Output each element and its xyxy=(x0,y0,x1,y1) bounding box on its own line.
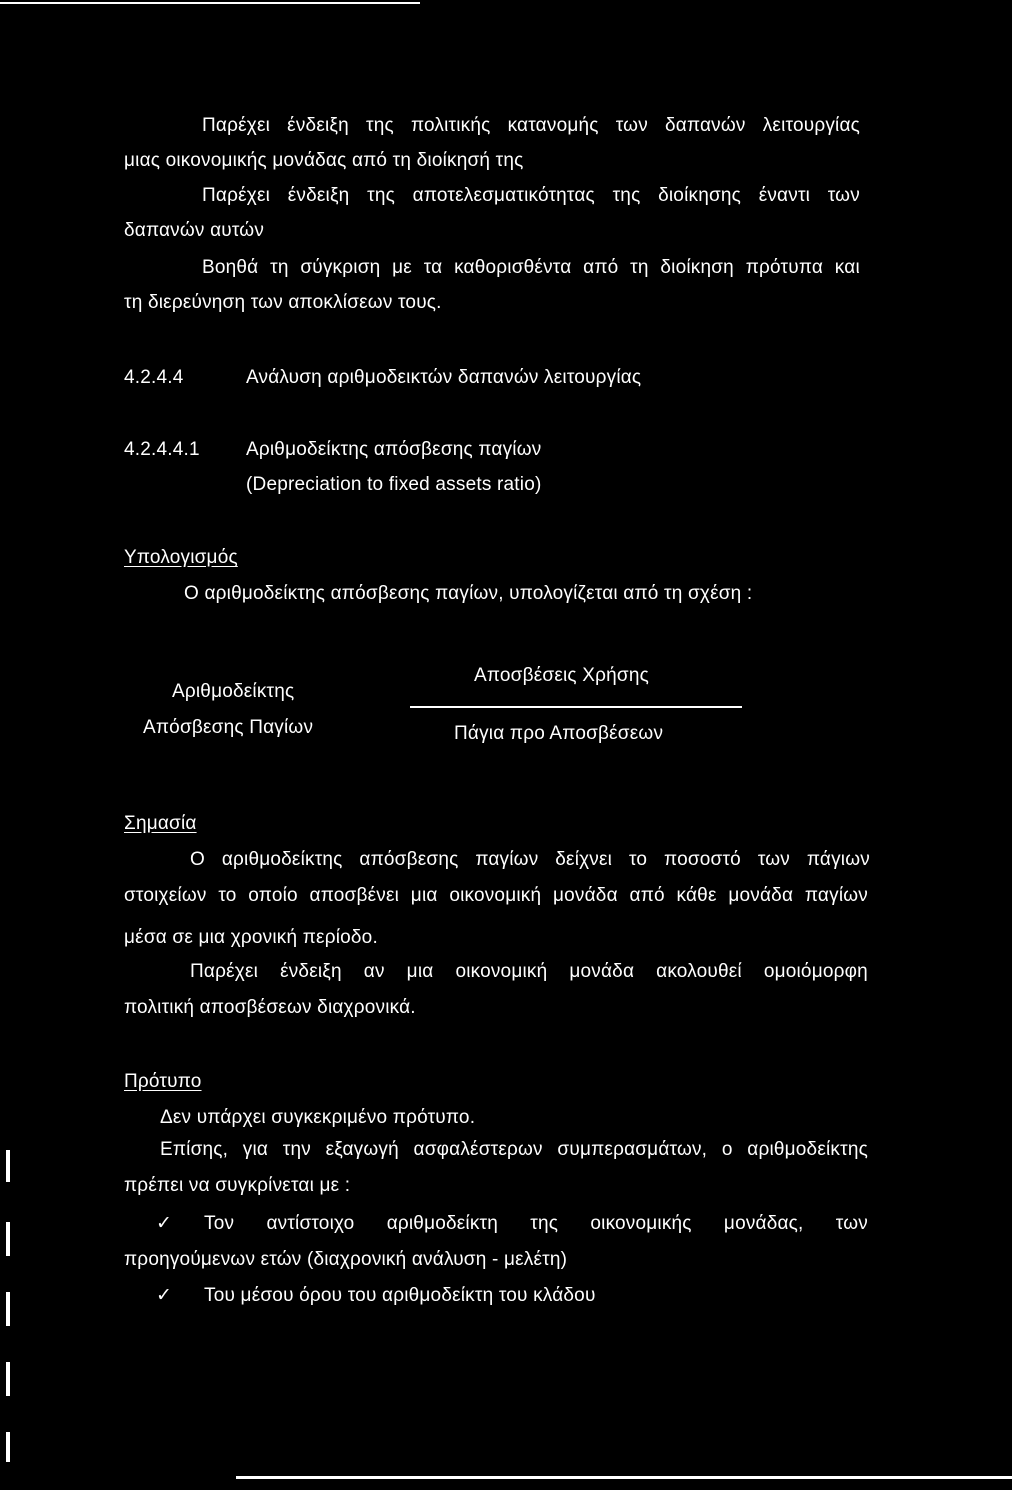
word: τη xyxy=(270,257,289,278)
word: οικονομικής xyxy=(590,1213,692,1234)
word: την xyxy=(282,1139,311,1160)
word: αριθμοδείκτης xyxy=(747,1139,868,1160)
word: της xyxy=(612,185,641,206)
formula-denominator: Πάγια προ Αποσβέσεων xyxy=(454,723,664,744)
word: ποσοστό xyxy=(664,849,741,870)
word: απόσβεσης xyxy=(359,849,459,870)
word: μονάδας, xyxy=(723,1213,804,1234)
word: οικονομική xyxy=(455,961,548,982)
word: από xyxy=(583,257,619,278)
paragraph-line: πρέπει να συγκρίνεται με : xyxy=(124,1175,351,1196)
word: μια xyxy=(406,961,434,982)
paragraph-line xyxy=(202,114,860,138)
left-edge-mark xyxy=(6,1292,10,1326)
paragraph-line xyxy=(190,848,870,872)
word: των xyxy=(835,1213,868,1234)
word: οποίο xyxy=(248,885,298,906)
bullet-line xyxy=(204,1212,868,1236)
top-border-line xyxy=(0,2,420,4)
word: συμπερασμάτων, xyxy=(557,1139,708,1160)
left-edge-mark xyxy=(6,1150,10,1182)
formula-lhs-line1: Αριθμοδείκτης xyxy=(172,681,295,702)
word: τα xyxy=(423,257,443,278)
paragraph-line xyxy=(202,184,860,208)
word: Παρέχει xyxy=(202,115,271,136)
word: της xyxy=(367,185,395,206)
word: των xyxy=(615,115,648,136)
formula-numerator: Αποσβέσεις Χρήσης xyxy=(474,665,649,686)
word: διοίκηση xyxy=(660,257,734,278)
paragraph-line xyxy=(124,884,868,908)
word: παγίων xyxy=(804,885,868,906)
word: Τον xyxy=(204,1213,235,1234)
word: εξαγωγή xyxy=(325,1139,399,1160)
word: έναντι xyxy=(758,185,811,206)
word: αριθμοδείκτης xyxy=(221,849,343,870)
word: αποσβένει xyxy=(309,885,400,906)
paragraph-line xyxy=(202,256,860,280)
bullet-line: Του μέσου όρου του αριθμοδείκτη του κλάδου xyxy=(204,1285,596,1306)
word: μονάδα xyxy=(728,885,794,906)
word: ένδειξη xyxy=(287,185,350,206)
word: ακολουθεί xyxy=(656,961,742,982)
word: της xyxy=(366,115,394,136)
word: ασφαλέστερων xyxy=(413,1139,543,1160)
word: για xyxy=(242,1139,269,1160)
word: με xyxy=(392,257,412,278)
word: Παρέχει xyxy=(190,961,259,982)
paragraph-line: μέσα σε μια χρονική περίοδο. xyxy=(124,927,378,948)
word: από xyxy=(629,885,665,906)
word: καθορισθέντα xyxy=(454,257,572,278)
word: μονάδα xyxy=(553,885,618,906)
word: της xyxy=(530,1213,559,1234)
bottom-border-line xyxy=(236,1476,1012,1479)
word: ο xyxy=(721,1139,733,1160)
word: πολιτικής xyxy=(410,115,491,136)
checkmark-icon: ✓ xyxy=(156,1213,173,1234)
subsection-number: 4.2.4.4.1 xyxy=(124,439,200,460)
word: ομοιόμορφη xyxy=(763,961,868,982)
section-number: 4.2.4.4 xyxy=(124,367,184,388)
word: κάθε xyxy=(676,885,717,906)
word: Παρέχει xyxy=(202,185,271,206)
fraction-bar xyxy=(410,706,742,708)
paragraph-line: μιας οικονομικής μονάδας από τη διοίκησή της xyxy=(124,150,524,171)
word: αν xyxy=(363,961,385,982)
left-edge-mark xyxy=(6,1362,10,1396)
word: αριθμοδείκτη xyxy=(386,1213,499,1234)
word: ένδειξη xyxy=(287,115,349,136)
word: αντίστοιχο xyxy=(266,1213,355,1234)
word: Βοηθά xyxy=(202,257,259,278)
word: σύγκριση xyxy=(300,257,381,278)
word: των xyxy=(757,849,790,870)
subsection-subtitle: (Depreciation to fixed assets ratio) xyxy=(246,474,542,495)
formula-lhs-line2: Απόσβεσης Παγίων xyxy=(143,717,314,738)
word: το xyxy=(218,885,237,906)
standard-heading: Πρότυπο xyxy=(124,1071,202,1092)
word: κατανομής xyxy=(507,115,599,136)
paragraph-line: δαπανών αυτών xyxy=(124,220,265,241)
word: των xyxy=(827,185,860,206)
word: οικονομική xyxy=(449,885,542,906)
calculation-text: Ο αριθμοδείκτης απόσβεσης παγίων, υπολογίζεται από τη σχέση : xyxy=(184,583,753,604)
word: και xyxy=(834,257,860,278)
paragraph-line xyxy=(160,1138,868,1162)
word: ένδειξη xyxy=(280,961,342,982)
significance-heading: Σημασία xyxy=(124,813,197,834)
word: δαπανών xyxy=(665,115,746,136)
paragraph-line: πολιτική αποσβέσεων διαχρονικά. xyxy=(124,997,416,1018)
word: πρότυπα xyxy=(745,257,824,278)
word: μια xyxy=(410,885,438,906)
left-edge-mark xyxy=(6,1222,10,1256)
word: λειτουργίας xyxy=(762,115,860,136)
word: παγίων xyxy=(475,849,539,870)
word: το xyxy=(628,849,648,870)
word: μονάδα xyxy=(569,961,635,982)
word: αποτελεσματικότητας xyxy=(412,185,595,206)
word: πάγιων xyxy=(806,849,870,870)
paragraph-line: τη διερεύνηση των αποκλίσεων τους. xyxy=(124,292,442,313)
paragraph-line: Δεν υπάρχει συγκεκριμένο πρότυπο. xyxy=(160,1107,476,1128)
word: τη xyxy=(630,257,649,278)
word: διοίκησης xyxy=(658,185,742,206)
word: Ο xyxy=(190,849,205,870)
subsection-title: Αριθμοδείκτης απόσβεσης παγίων xyxy=(246,439,542,460)
left-edge-mark xyxy=(6,1432,10,1462)
word: στοιχείων xyxy=(124,885,207,906)
calculation-heading: Υπολογισμός xyxy=(124,547,238,568)
paragraph-line xyxy=(190,960,868,984)
word: Επίσης, xyxy=(160,1139,229,1160)
word: δείχνει xyxy=(555,849,613,870)
section-title: Ανάλυση αριθμοδεικτών δαπανών λειτουργίας xyxy=(246,367,642,388)
bullet-line: προηγούμενων ετών (διαχρονική ανάλυση - μελέτη) xyxy=(124,1249,568,1270)
checkmark-icon: ✓ xyxy=(156,1285,173,1306)
